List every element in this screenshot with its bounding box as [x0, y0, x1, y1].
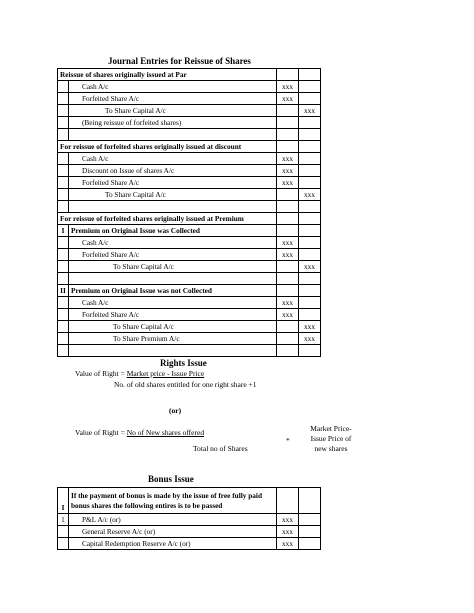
journal-row [58, 141, 321, 153]
account-name: (Being reissue of forfeited shares) [69, 117, 277, 129]
journal-row [58, 189, 321, 201]
account-name: To Share Capital A/c [69, 105, 277, 117]
journal-row [58, 309, 321, 321]
debit-amount [277, 273, 299, 285]
bonus-issue-title: Bonus Issue [148, 474, 194, 484]
credit-amount [299, 249, 321, 261]
debit-amount: xxx [277, 165, 299, 177]
account-name: Forfeited Share A/c [69, 309, 277, 321]
credit-amount [299, 69, 321, 81]
journal-row [58, 273, 321, 285]
credit-amount [299, 129, 321, 141]
debit-amount: xxx [277, 177, 299, 189]
account-name [69, 345, 277, 357]
account-name: Discount on Issue of shares A/c [69, 165, 277, 177]
journal-row [58, 81, 321, 93]
credit-amount [299, 93, 321, 105]
subsection-heading: Premium on Original Issue was not Collected [69, 285, 277, 297]
bonus-journal-table [57, 487, 321, 550]
formula-2-numerator: No of New shares offered [126, 428, 205, 437]
formula-1-numerator: Market price - Issue Price [126, 369, 205, 378]
credit-amount [299, 225, 321, 237]
journal-row [58, 237, 321, 249]
entry-number: II [58, 285, 69, 297]
journal-row [58, 165, 321, 177]
debit-amount: xxx [277, 93, 299, 105]
multiply-star: * [286, 436, 290, 445]
bonus-header-cr [299, 488, 321, 514]
rights-issue-title: Rights Issue [160, 358, 207, 368]
journal-row [58, 261, 321, 273]
entry-number [58, 189, 69, 201]
journal-row [58, 105, 321, 117]
section-heading: For reissue of forfeited shares originally issued at discount [58, 141, 277, 153]
debit-amount: xxx [277, 297, 299, 309]
rights-formula-2 [75, 428, 204, 438]
credit-amount [299, 273, 321, 285]
journal-row [58, 201, 321, 213]
entry-number [58, 177, 69, 189]
debit-amount [277, 117, 299, 129]
debit-amount: xxx [277, 153, 299, 165]
debit-amount: xxx [277, 538, 299, 550]
debit-amount [277, 345, 299, 357]
bonus-header-dr [277, 488, 299, 514]
entry-number [58, 309, 69, 321]
bonus-row [58, 526, 321, 538]
bonus-header-line-1: If the payment of bonus is made by the issue of free fully paid [71, 490, 263, 500]
entry-number [58, 93, 69, 105]
bonus-header-col1: I [58, 488, 69, 514]
subsection-heading: Premium on Original Issue was Collected [69, 225, 277, 237]
entry-number [58, 333, 69, 345]
journal-row [58, 117, 321, 129]
debit-amount [277, 285, 299, 297]
account-name: To Share Capital A/c [69, 261, 277, 273]
account-name: Cash A/c [69, 237, 277, 249]
entry-number: 1 [58, 514, 69, 526]
side-note-line-3: new shares [314, 444, 348, 453]
bonus-row [58, 538, 321, 550]
reissue-journal-table [57, 68, 321, 357]
journal-row [58, 153, 321, 165]
account-name: Forfeited Share A/c [69, 93, 277, 105]
journal-row [58, 93, 321, 105]
entry-number [58, 153, 69, 165]
credit-amount [299, 297, 321, 309]
debit-amount [277, 141, 299, 153]
debit-amount: xxx [277, 249, 299, 261]
credit-amount [299, 538, 321, 550]
entry-number: I [58, 225, 69, 237]
debit-amount: xxx [277, 514, 299, 526]
journal-row [58, 129, 321, 141]
credit-amount [299, 117, 321, 129]
side-note-line-2: Issue Price of [310, 434, 352, 443]
credit-amount [299, 141, 321, 153]
side-note-line-1: Market Price- [310, 424, 352, 433]
entry-number [58, 273, 69, 285]
debit-amount [277, 261, 299, 273]
debit-amount [277, 69, 299, 81]
rights-side-note [296, 424, 366, 454]
account-name: To Share Capital A/c [69, 321, 277, 333]
entry-number [58, 321, 69, 333]
entry-number [58, 538, 69, 550]
account-name: Cash A/c [69, 153, 277, 165]
credit-amount [299, 165, 321, 177]
bonus-row [58, 514, 321, 526]
entry-number [58, 117, 69, 129]
account-name: Cash A/c [69, 297, 277, 309]
entry-number [58, 526, 69, 538]
bonus-header-line-2: bonus shares the following entires is to be passed [71, 500, 223, 510]
formula-1-label: Value of Right = [75, 369, 127, 378]
entry-number [58, 237, 69, 249]
account-name: To Share Capital A/c [69, 189, 277, 201]
entry-number [58, 249, 69, 261]
journal-row [58, 345, 321, 357]
account-name [69, 273, 277, 285]
journal-row [58, 297, 321, 309]
account-name: Cash A/c [69, 81, 277, 93]
rights-formula-1 [75, 369, 204, 379]
debit-amount [277, 201, 299, 213]
journal-row [58, 249, 321, 261]
account-name: Capital Redemption Reserve A/c (or) [69, 538, 277, 550]
debit-amount: xxx [277, 81, 299, 93]
credit-amount: xxx [299, 261, 321, 273]
debit-amount: xxx [277, 526, 299, 538]
journal-row [58, 177, 321, 189]
or-label: (or) [169, 406, 182, 415]
account-name: P&L A/c (or) [69, 514, 277, 526]
account-name: Forfeited Share A/c [69, 177, 277, 189]
journal-row [58, 213, 321, 225]
entry-number [58, 201, 69, 213]
credit-amount [299, 177, 321, 189]
debit-amount [277, 333, 299, 345]
credit-amount [299, 526, 321, 538]
section-heading: For reissue of forfeited shares originally issued at Premium [58, 213, 277, 225]
credit-amount [299, 201, 321, 213]
journal-row [58, 69, 321, 81]
credit-amount [299, 345, 321, 357]
account-name: Forfeited Share A/c [69, 249, 277, 261]
section-heading: Reissue of shares originally issued at Par [58, 69, 277, 81]
entry-number [58, 261, 69, 273]
debit-amount [277, 129, 299, 141]
credit-amount [299, 309, 321, 321]
entry-number [58, 81, 69, 93]
debit-amount [277, 225, 299, 237]
formula-2-denominator: Total no of Shares [193, 444, 248, 453]
page-title: Journal Entries for Reissue of Shares [108, 56, 251, 66]
journal-row [58, 225, 321, 237]
credit-amount [299, 237, 321, 249]
formula-2-label: Value of Right = [75, 428, 127, 437]
credit-amount: xxx [299, 189, 321, 201]
debit-amount [277, 321, 299, 333]
credit-amount: xxx [299, 105, 321, 117]
journal-row [58, 321, 321, 333]
journal-row [58, 285, 321, 297]
account-name: General Reserve A/c (or) [69, 526, 277, 538]
account-name [69, 129, 277, 141]
debit-amount [277, 105, 299, 117]
debit-amount [277, 189, 299, 201]
entry-number [58, 297, 69, 309]
credit-amount [299, 153, 321, 165]
credit-amount: xxx [299, 321, 321, 333]
bonus-header-desc [69, 488, 277, 514]
debit-amount: xxx [277, 237, 299, 249]
credit-amount [299, 213, 321, 225]
credit-amount [299, 81, 321, 93]
formula-1-denominator: No. of old shares entitled for one right share +1 [114, 380, 257, 389]
entry-number [58, 105, 69, 117]
credit-amount [299, 285, 321, 297]
credit-amount: xxx [299, 333, 321, 345]
entry-number [58, 129, 69, 141]
journal-row [58, 333, 321, 345]
bonus-header-row [58, 488, 321, 514]
credit-amount [299, 514, 321, 526]
debit-amount [277, 213, 299, 225]
entry-number [58, 345, 69, 357]
account-name [69, 201, 277, 213]
debit-amount: xxx [277, 309, 299, 321]
account-name: To Share Premium A/c [69, 333, 277, 345]
entry-number [58, 165, 69, 177]
